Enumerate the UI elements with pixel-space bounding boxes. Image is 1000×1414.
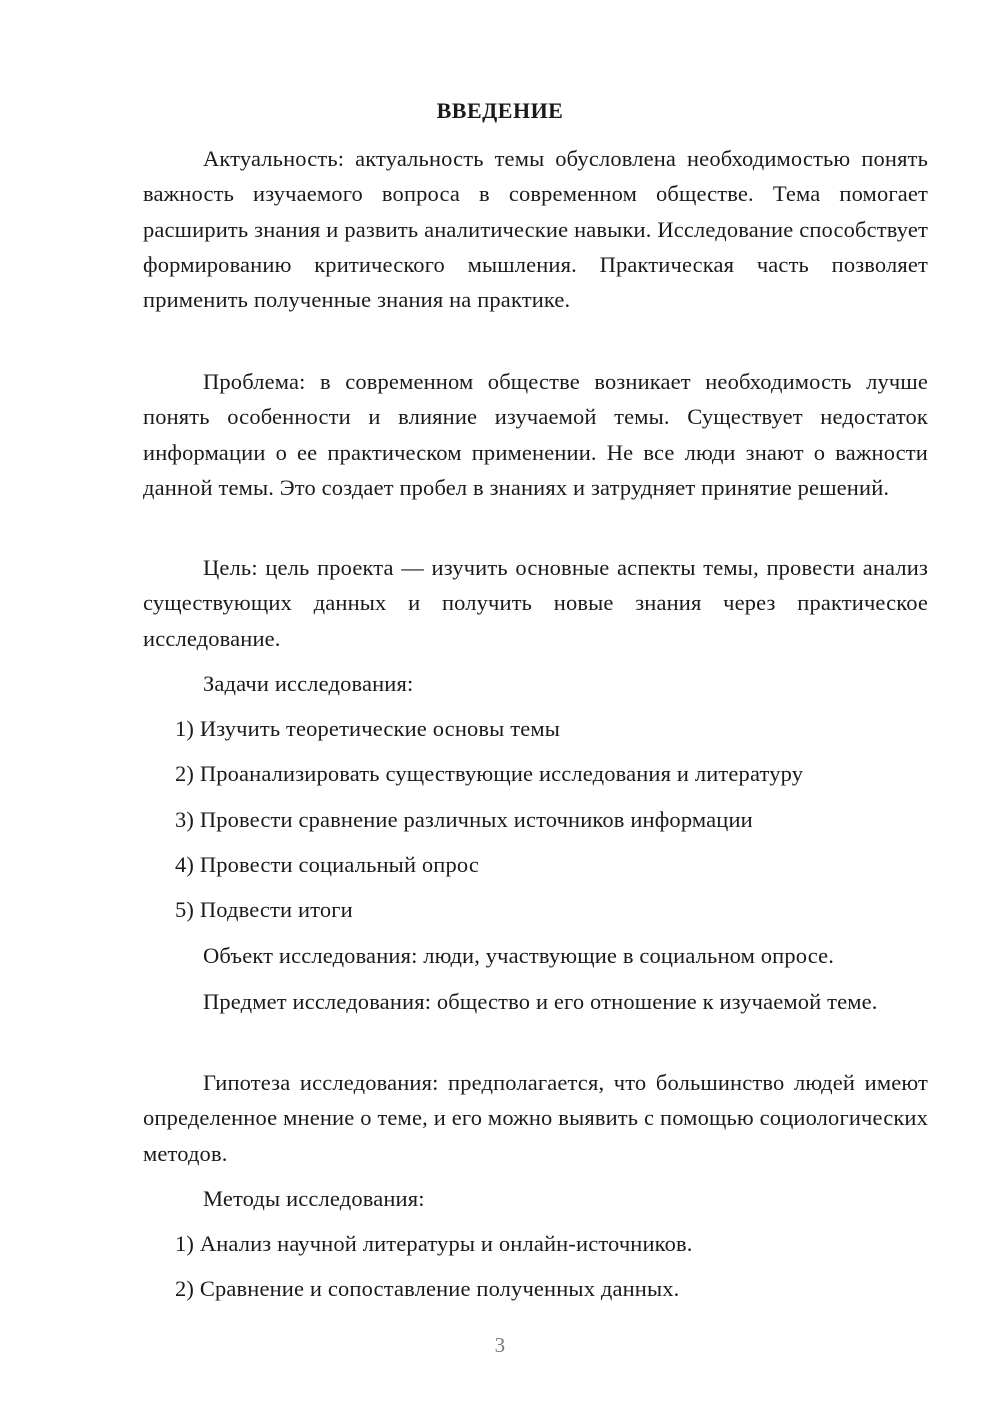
- method-item-2: 2) Сравнение и сопоставление полученных данных.: [175, 1276, 680, 1301]
- page-number: 3: [494, 1333, 506, 1357]
- task-item-5: 5) Подвести итоги: [175, 897, 353, 922]
- task-item-1: 1) Изучить теоретические основы темы: [175, 716, 560, 741]
- hypothesis-paragraph: Гипотеза исследования: предполагается, что большинство людей имеют определенное мнение о теме, и его можно выявить с помощью социологических методов.: [143, 1070, 928, 1166]
- methods-heading: Методы исследования:: [203, 1186, 425, 1211]
- problem-paragraph: Проблема: в современном обществе возникает необходимость лучше понять особенности и влияние изучаемой темы. Существует недостаток информации о ее практическом применении. Не все люди знают о важности данной темы. Это создает пробел в знаниях и затрудняет принятие решений.: [143, 369, 928, 500]
- subject-paragraph: Предмет исследования: общество и его отношение к изучаемой теме.: [203, 989, 878, 1014]
- task-item-3: 3) Провести сравнение различных источников информации: [175, 807, 753, 832]
- page-title: ВВЕДЕНИЕ: [436, 98, 564, 123]
- task-item-4: 4) Провести социальный опрос: [175, 852, 479, 877]
- goal-paragraph: Цель: цель проекта — изучить основные аспекты темы, провести анализ существующих данных и получить новые знания через практическое исследование.: [143, 555, 928, 651]
- tasks-heading: Задачи исследования:: [203, 671, 414, 696]
- task-item-2: 2) Проанализировать существующие исследования и литературу: [175, 761, 804, 786]
- relevance-paragraph: Актуальность: актуальность темы обусловлена необходимостью понять важность изучаемого вопроса в современном обществе. Тема помогает расширить знания и развить аналитические навыки. Исследование способствует формированию критического мышления. Практическая часть позволяет применить полученные знания на практике.: [143, 146, 928, 313]
- object-paragraph: Объект исследования: люди, участвующие в социальном опросе.: [203, 943, 835, 968]
- method-item-1: 1) Анализ научной литературы и онлайн-источников.: [175, 1231, 693, 1256]
